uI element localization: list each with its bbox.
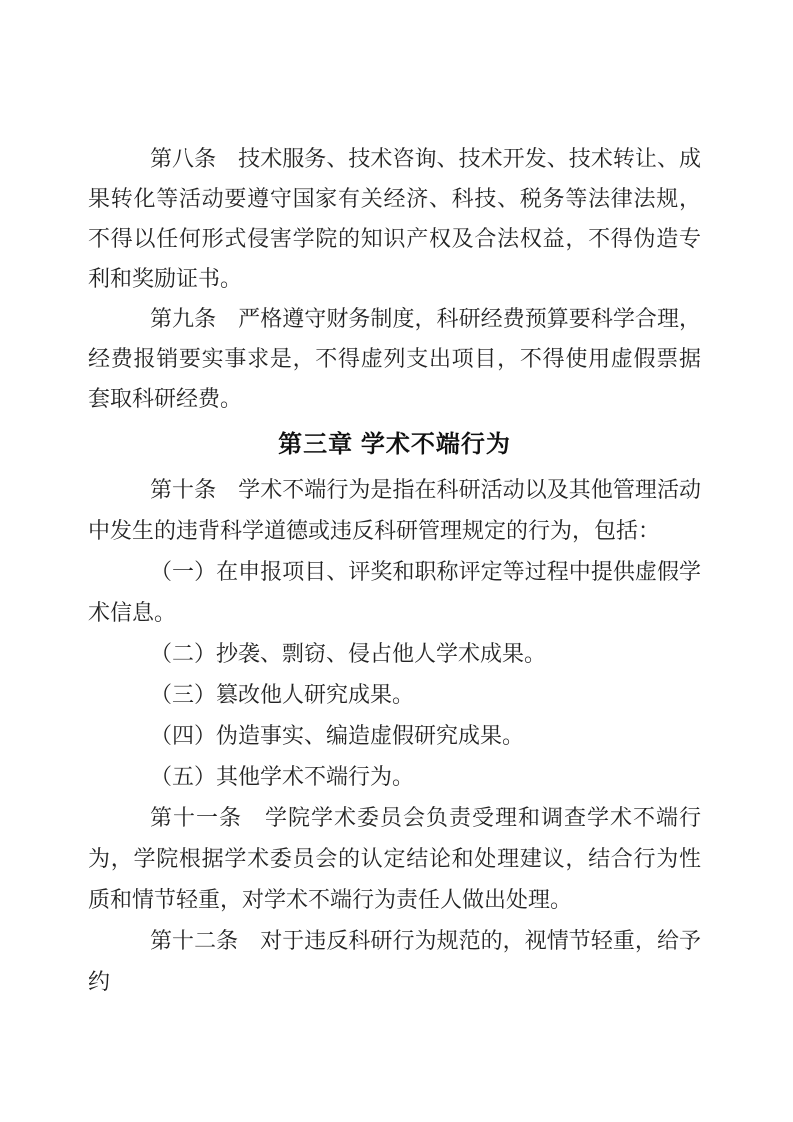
document-content xyxy=(88,139,701,1002)
paragraph-article-12-partial: 第十二条 对于违反科研行为规范的，视情节轻重，给予约 xyxy=(88,928,701,994)
chapter-3-heading: 第三章 学术不端行为 xyxy=(278,431,511,458)
list-item-3: （三）篡改他人研究成果。 xyxy=(150,682,415,707)
list-item-1: （一）在申报项目、评奖和职称评定等过程中提供虚假学术信息。 xyxy=(88,559,701,625)
list-item-2: （二）抄袭、剽窃、侵占他人学术成果。 xyxy=(150,641,547,666)
paragraph-article-10: 第十条 学术不端行为是指在科研活动以及其他管理活动中发生的违背科学道德或违反科研管理规定的行为，包括： xyxy=(88,477,701,543)
paragraph-article-8: 第八条 技术服务、技术咨询、技术开发、技术转让、成果转化等活动要遵守国家有关经济、科技、税务等法律法规，不得以任何形式侵害学院的知识产权及合法权益，不得伪造专利和奖励证书。 xyxy=(88,146,701,291)
paragraph-article-11: 第十一条 学院学术委员会负责受理和调查学术不端行为，学院根据学术委员会的认定结论和处理建议，结合行为性质和情节轻重，对学术不端行为责任人做出处理。 xyxy=(88,805,701,912)
paragraph-article-9: 第九条 严格遵守财务制度，科研经费预算要科学合理，经费报销要实事求是，不得虚列支出项目，不得使用虚假票据套取科研经费。 xyxy=(88,306,701,411)
list-item-5: （五）其他学术不端行为。 xyxy=(150,764,415,789)
list-item-4: （四）伪造事实、编造虚假研究成果。 xyxy=(150,723,525,748)
